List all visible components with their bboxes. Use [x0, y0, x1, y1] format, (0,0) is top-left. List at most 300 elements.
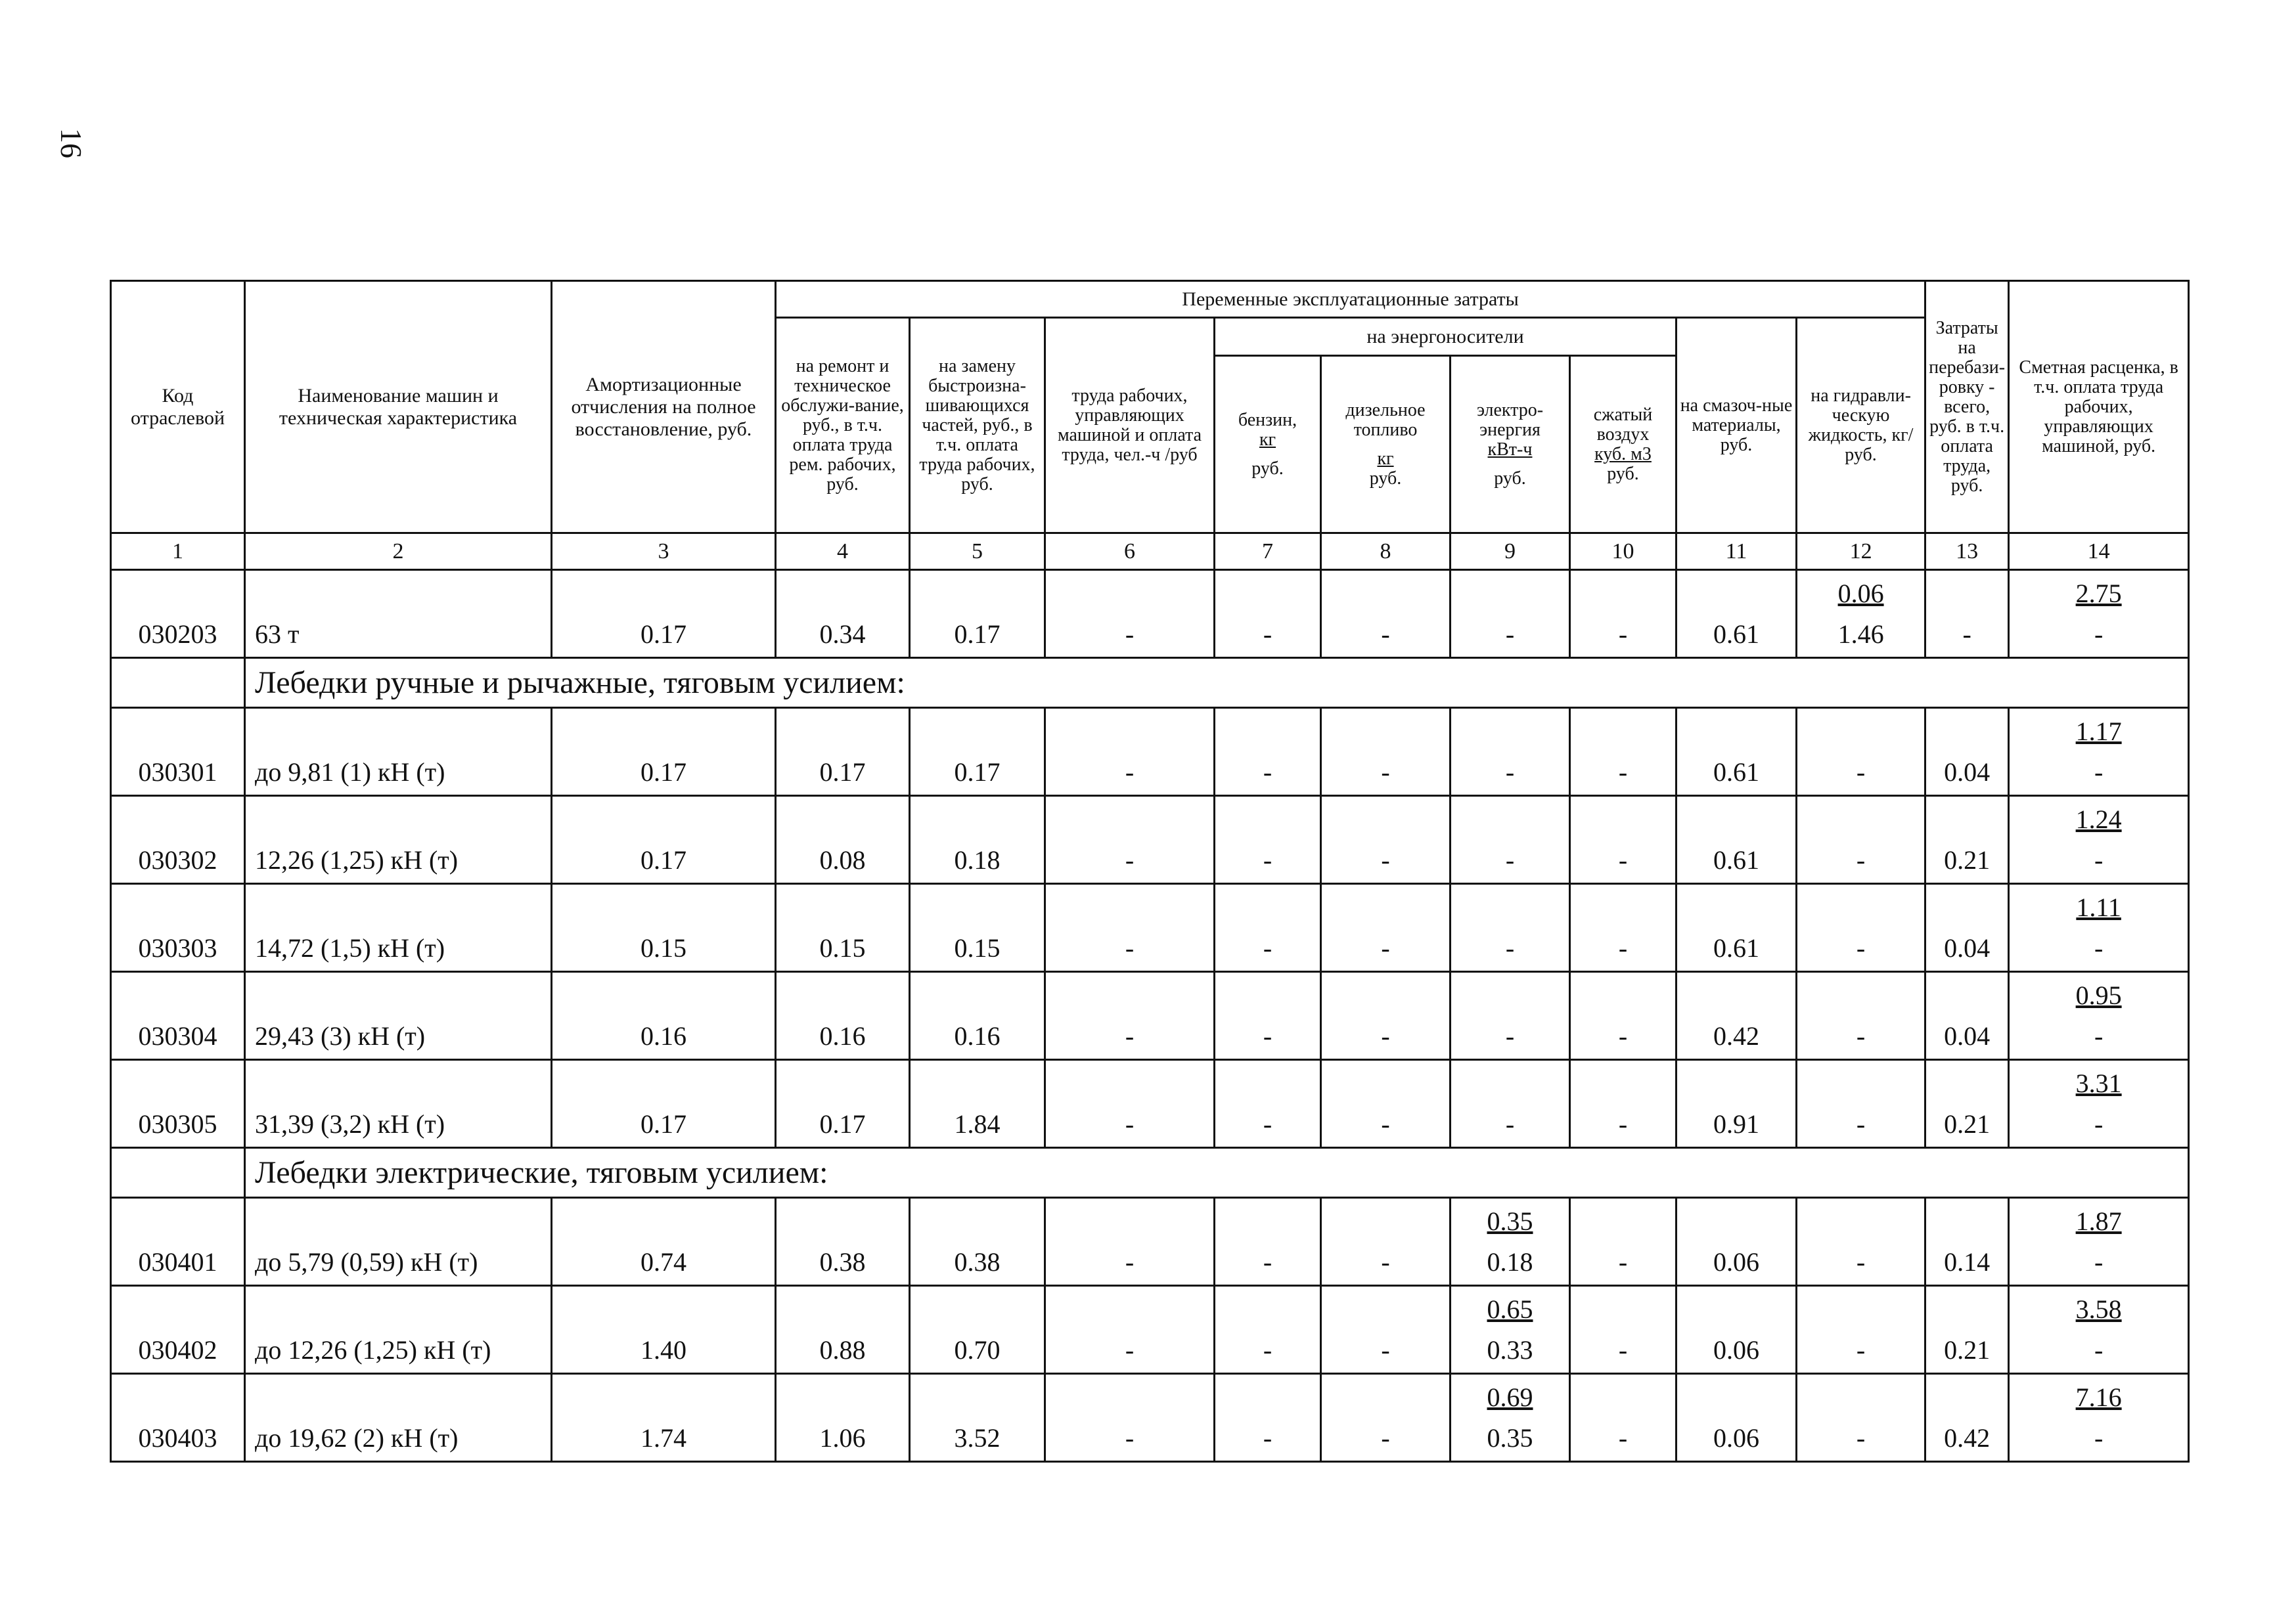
row-petrol	[1215, 796, 1321, 884]
cell-hydraulic: -	[1856, 933, 1866, 963]
row-amortization	[552, 796, 776, 884]
header-name: Наименование машин и техническая характеристика	[245, 281, 552, 533]
cell-labor: -	[1125, 1423, 1135, 1453]
row-code	[111, 570, 245, 658]
header-repair: на ремонт и техническое обслужи-вание, руб., в т.ч. оплата труда рем. рабочих, руб.	[776, 318, 910, 533]
cell-air: -	[1618, 1335, 1628, 1365]
column-number: 9	[1451, 533, 1570, 570]
row-labor	[1045, 708, 1215, 796]
row-lubricants	[1677, 972, 1797, 1060]
page-number: 16	[55, 128, 88, 158]
row-hydraulic	[1797, 708, 1925, 796]
row-estimate	[2009, 1286, 2189, 1374]
cell-electro: -	[1505, 1021, 1515, 1051]
row-petrol	[1215, 1060, 1321, 1148]
row-air	[1570, 570, 1677, 658]
row-diesel	[1321, 1060, 1451, 1148]
row-lubricants	[1677, 1286, 1797, 1374]
row-diesel	[1321, 1286, 1451, 1374]
machine-cost-table	[110, 280, 2190, 1463]
cell-repair: 0.17	[819, 1109, 866, 1139]
row-code	[111, 1198, 245, 1286]
row-labor	[1045, 884, 1215, 972]
cell-lubricants: 0.42	[1713, 1021, 1759, 1051]
cell-labor: -	[1125, 1335, 1135, 1365]
cell-electro: 0.33	[1487, 1335, 1533, 1365]
cell-hydraulic_top	[1800, 1289, 1922, 1330]
cell-labor: -	[1125, 845, 1135, 875]
cell-repair: 0.17	[819, 757, 866, 787]
row-parts	[910, 570, 1045, 658]
row-diesel	[1321, 708, 1451, 796]
cell-relocation: 0.04	[1944, 757, 1991, 787]
cell-hydraulic_top	[1800, 1377, 1922, 1418]
header-amortization: Амортизационные отчисления на полное восстановление, руб.	[552, 281, 776, 533]
header-petrol: бензин, кг руб.	[1215, 356, 1321, 533]
cell-hydraulic: -	[1856, 757, 1866, 787]
row-electro	[1451, 884, 1570, 972]
cell-name: 12,26 (1,25) кН (т)	[255, 845, 459, 875]
cell-amort: 0.15	[641, 933, 687, 963]
row-parts	[910, 796, 1045, 884]
row-diesel	[1321, 972, 1451, 1060]
cell-parts: 0.18	[954, 845, 1001, 875]
row-amortization	[552, 1286, 776, 1374]
row-parts	[910, 972, 1045, 1060]
cell-petrol: -	[1263, 1247, 1272, 1277]
header-code: Код отраслевой	[111, 281, 245, 533]
cell-lubricants: 0.61	[1713, 757, 1759, 787]
row-estimate	[2009, 972, 2189, 1060]
cell-parts: 0.17	[954, 757, 1001, 787]
cell-lubricants: 0.61	[1713, 933, 1759, 963]
row-estimate	[2009, 1374, 2189, 1462]
cell-name: до 5,79 (0,59) кН (т)	[255, 1247, 478, 1277]
column-number-row	[111, 533, 2189, 570]
cell-name: до 9,81 (1) кН (т)	[255, 757, 445, 787]
column-number: 13	[1925, 533, 2009, 570]
column-number: 10	[1570, 533, 1677, 570]
row-labor	[1045, 1374, 1215, 1462]
row-air	[1570, 972, 1677, 1060]
row-hydraulic	[1797, 570, 1925, 658]
row-petrol	[1215, 1198, 1321, 1286]
cell-estimate: -	[2094, 1247, 2104, 1277]
row-parts	[910, 1286, 1045, 1374]
row-repair	[776, 1198, 910, 1286]
section-title: Лебедки ручные и рычажные, тяговым усилием:	[245, 658, 2189, 708]
row-electro	[1451, 708, 1570, 796]
cell-estimate: -	[2094, 1335, 2104, 1365]
row-estimate	[2009, 884, 2189, 972]
cell-parts: 0.70	[954, 1335, 1001, 1365]
row-petrol	[1215, 1286, 1321, 1374]
cell-lubricants: 0.06	[1713, 1335, 1759, 1365]
cell-hydraulic: -	[1856, 845, 1866, 875]
section-code-cell	[111, 1148, 245, 1198]
cell-diesel: -	[1381, 1109, 1390, 1139]
cell-hydraulic: 1.46	[1837, 619, 1884, 649]
cell-name: 63 т	[255, 619, 300, 649]
row-name	[245, 796, 552, 884]
row-repair	[776, 708, 910, 796]
row-hydraulic	[1797, 1286, 1925, 1374]
cell-air: -	[1618, 1021, 1628, 1051]
section-code-cell	[111, 658, 245, 708]
cell-petrol: -	[1263, 933, 1272, 963]
cell-hydraulic_top	[1800, 799, 1922, 840]
cell-air: -	[1618, 1109, 1628, 1139]
cell-hydraulic_top	[1800, 887, 1922, 928]
table-row-030402	[111, 1286, 2189, 1374]
cell-hydraulic: -	[1856, 1021, 1866, 1051]
row-name	[245, 1198, 552, 1286]
row-amortization	[552, 972, 776, 1060]
row-repair	[776, 972, 910, 1060]
row-labor	[1045, 1198, 1215, 1286]
cell-relocation: 0.04	[1944, 1021, 1991, 1051]
header-hydraulic: на гидравли-ческую жидкость, кг/руб.	[1797, 318, 1925, 533]
column-number: 11	[1677, 533, 1797, 570]
row-hydraulic	[1797, 796, 1925, 884]
row-code	[111, 884, 245, 972]
row-repair	[776, 1060, 910, 1148]
row-parts	[910, 1060, 1045, 1148]
cell-parts: 0.38	[954, 1247, 1001, 1277]
cell-labor: -	[1125, 619, 1135, 649]
cell-parts: 0.15	[954, 933, 1001, 963]
row-name	[245, 708, 552, 796]
cell-diesel: -	[1381, 933, 1390, 963]
cell-estimate_top: 1.11	[2076, 892, 2121, 922]
column-number: 8	[1321, 533, 1451, 570]
header-lubricants: на смазоч-ные материалы, руб.	[1677, 318, 1797, 533]
row-name	[245, 1374, 552, 1462]
row-relocation	[1925, 570, 2009, 658]
cell-air: -	[1618, 1247, 1628, 1277]
cell-petrol: -	[1263, 1021, 1272, 1051]
cell-hydraulic_top	[1800, 975, 1922, 1016]
cell-estimate_top: 1.17	[2075, 716, 2122, 746]
row-diesel	[1321, 570, 1451, 658]
row-amortization	[552, 1060, 776, 1148]
cell-diesel: -	[1381, 845, 1390, 875]
cell-amort: 0.17	[641, 619, 687, 649]
cell-electro: -	[1505, 845, 1515, 875]
cell-diesel: -	[1381, 619, 1390, 649]
cell-diesel: -	[1381, 1021, 1390, 1051]
cell-petrol: -	[1263, 1109, 1272, 1139]
row-air	[1570, 1374, 1677, 1462]
row-amortization	[552, 1374, 776, 1462]
cell-hydraulic_top: 0.06	[1837, 578, 1884, 608]
cell-electro_top: 0.65	[1487, 1294, 1533, 1324]
cell-repair: 0.38	[819, 1247, 866, 1277]
row-repair	[776, 1286, 910, 1374]
cell-hydraulic: -	[1856, 1335, 1866, 1365]
row-labor	[1045, 1286, 1215, 1374]
row-lubricants	[1677, 1060, 1797, 1148]
row-air	[1570, 1198, 1677, 1286]
row-hydraulic	[1797, 1374, 1925, 1462]
cell-estimate_top: 7.16	[2075, 1382, 2122, 1412]
row-name	[245, 972, 552, 1060]
row-electro	[1451, 796, 1570, 884]
cell-estimate: -	[2094, 1109, 2104, 1139]
cell-labor: -	[1125, 1021, 1135, 1051]
row-petrol	[1215, 1374, 1321, 1462]
cell-lubricants: 0.06	[1713, 1247, 1759, 1277]
row-lubricants	[1677, 884, 1797, 972]
row-hydraulic	[1797, 1060, 1925, 1148]
row-relocation	[1925, 1374, 2009, 1462]
row-lubricants	[1677, 708, 1797, 796]
row-relocation	[1925, 1198, 2009, 1286]
row-amortization	[552, 708, 776, 796]
table-row-030305	[111, 1060, 2189, 1148]
cell-estimate_top: 2.75	[2075, 578, 2122, 608]
row-electro	[1451, 972, 1570, 1060]
cell-parts: 1.84	[954, 1109, 1001, 1139]
row-labor	[1045, 972, 1215, 1060]
cell-estimate: -	[2094, 845, 2104, 875]
cell-estimate_top: 1.24	[2075, 804, 2122, 834]
cell-air: -	[1618, 619, 1628, 649]
header-variable-costs: Переменные эксплуатационные затраты	[776, 281, 1925, 318]
row-air	[1570, 796, 1677, 884]
row-labor	[1045, 796, 1215, 884]
cell-hydraulic_top	[1800, 711, 1922, 752]
column-number: 4	[776, 533, 910, 570]
row-estimate	[2009, 570, 2189, 658]
row-lubricants	[1677, 1198, 1797, 1286]
cell-labor: -	[1125, 1109, 1135, 1139]
cell-diesel: -	[1381, 1423, 1390, 1453]
cell-parts: 3.52	[954, 1423, 1001, 1453]
cell-code: 030203	[138, 619, 217, 649]
cell-labor: -	[1125, 933, 1135, 963]
header-energy: на энергоносители	[1215, 318, 1677, 356]
row-parts	[910, 708, 1045, 796]
cell-repair: 0.34	[819, 619, 866, 649]
row-name	[245, 1286, 552, 1374]
row-air	[1570, 884, 1677, 972]
cell-electro_top	[1454, 1063, 1566, 1104]
table-row-030403	[111, 1374, 2189, 1462]
cell-hydraulic: -	[1856, 1109, 1866, 1139]
cell-air: -	[1618, 1423, 1628, 1453]
cell-name: до 19,62 (2) кН (т)	[255, 1423, 459, 1453]
row-name	[245, 1060, 552, 1148]
header-electro: электро-энергия кВт-ч руб.	[1451, 356, 1570, 533]
cell-diesel: -	[1381, 1247, 1390, 1277]
cell-amort: 1.40	[641, 1335, 687, 1365]
row-parts	[910, 884, 1045, 972]
row-code	[111, 1060, 245, 1148]
cell-code: 030403	[138, 1423, 217, 1453]
cell-diesel: -	[1381, 757, 1390, 787]
row-relocation	[1925, 884, 2009, 972]
cell-lubricants: 0.91	[1713, 1109, 1759, 1139]
row-petrol	[1215, 708, 1321, 796]
cell-electro: -	[1505, 1109, 1515, 1139]
row-code	[111, 708, 245, 796]
cell-electro: 0.35	[1487, 1423, 1533, 1453]
header-air: сжатый воздух куб. м3 руб.	[1570, 356, 1677, 533]
cell-petrol: -	[1263, 1423, 1272, 1453]
row-labor	[1045, 1060, 1215, 1148]
cell-estimate_top: 1.87	[2075, 1206, 2122, 1236]
column-number: 5	[910, 533, 1045, 570]
cell-diesel: -	[1381, 1335, 1390, 1365]
row-diesel	[1321, 884, 1451, 972]
row-labor	[1045, 570, 1215, 658]
row-air	[1570, 1060, 1677, 1148]
cell-amort: 0.17	[641, 757, 687, 787]
column-number: 12	[1797, 533, 1925, 570]
cell-name: 14,72 (1,5) кН (т)	[255, 933, 445, 963]
cell-electro_top: 0.35	[1487, 1206, 1533, 1236]
row-electro	[1451, 1286, 1570, 1374]
column-number: 7	[1215, 533, 1321, 570]
row-repair	[776, 1374, 910, 1462]
row-electro	[1451, 570, 1570, 658]
cell-electro_top	[1454, 799, 1566, 840]
cell-estimate: -	[2094, 933, 2104, 963]
cell-parts: 0.16	[954, 1021, 1001, 1051]
cell-electro_top	[1454, 711, 1566, 752]
row-relocation	[1925, 796, 2009, 884]
section-row	[111, 658, 2189, 708]
row-diesel	[1321, 1374, 1451, 1462]
row-relocation	[1925, 1286, 2009, 1374]
cell-lubricants: 0.61	[1713, 845, 1759, 875]
row-estimate	[2009, 1060, 2189, 1148]
cell-estimate_top: 3.31	[2075, 1068, 2122, 1098]
cell-relocation: -	[1962, 619, 1971, 649]
cell-petrol: -	[1263, 1335, 1272, 1365]
cell-estimate_top: 3.58	[2075, 1294, 2122, 1324]
cell-electro: -	[1505, 757, 1515, 787]
row-amortization	[552, 1198, 776, 1286]
table-row-030203	[111, 570, 2189, 658]
cell-name: до 12,26 (1,25) кН (т)	[255, 1335, 491, 1365]
row-relocation	[1925, 972, 2009, 1060]
cell-hydraulic: -	[1856, 1247, 1866, 1277]
header-parts: на замену быстроизна-шивающихся частей, руб., в т.ч. оплата труда рабочих, руб.	[910, 318, 1045, 533]
row-estimate	[2009, 1198, 2189, 1286]
cell-repair: 0.08	[819, 845, 866, 875]
cell-relocation: 0.21	[1944, 1109, 1991, 1139]
header-diesel: дизельное топливо кг руб.	[1321, 356, 1451, 533]
header-estimate: Сметная расценка, в т.ч. оплата труда рабочих, управляющих машиной, руб.	[2009, 281, 2189, 533]
row-parts	[910, 1374, 1045, 1462]
row-code	[111, 972, 245, 1060]
cell-repair: 0.15	[819, 933, 866, 963]
cell-labor: -	[1125, 1247, 1135, 1277]
cell-amort: 0.74	[641, 1247, 687, 1277]
row-estimate	[2009, 708, 2189, 796]
cell-amort: 0.16	[641, 1021, 687, 1051]
cell-code: 030302	[138, 845, 217, 875]
cell-hydraulic_top	[1800, 1201, 1922, 1242]
column-number: 2	[245, 533, 552, 570]
row-hydraulic	[1797, 884, 1925, 972]
cell-repair: 0.16	[819, 1021, 866, 1051]
cell-lubricants: 0.61	[1713, 619, 1759, 649]
cell-electro_top	[1454, 573, 1566, 614]
row-amortization	[552, 884, 776, 972]
cell-electro_top	[1454, 975, 1566, 1016]
cell-name: 31,39 (3,2) кН (т)	[255, 1109, 445, 1139]
row-code	[111, 1286, 245, 1374]
cell-electro: -	[1505, 933, 1515, 963]
cell-estimate: -	[2094, 1021, 2104, 1051]
header-relocation: Затраты на перебази-ровку - всего, руб. в т.ч. оплата труда, руб.	[1925, 281, 2009, 533]
row-electro	[1451, 1060, 1570, 1148]
row-air	[1570, 708, 1677, 796]
table-row-030301	[111, 708, 2189, 796]
cell-name: 29,43 (3) кН (т)	[255, 1021, 426, 1051]
cell-hydraulic_top	[1800, 1063, 1922, 1104]
cell-relocation: 0.42	[1944, 1423, 1991, 1453]
row-petrol	[1215, 570, 1321, 658]
cell-code: 030304	[138, 1021, 217, 1051]
row-hydraulic	[1797, 1198, 1925, 1286]
column-number: 1	[111, 533, 245, 570]
row-estimate	[2009, 796, 2189, 884]
row-relocation	[1925, 708, 2009, 796]
cell-relocation: 0.21	[1944, 1335, 1991, 1365]
cell-estimate: -	[2094, 757, 2104, 787]
cell-code: 030305	[138, 1109, 217, 1139]
cell-estimate: -	[2094, 619, 2104, 649]
row-electro	[1451, 1198, 1570, 1286]
row-diesel	[1321, 796, 1451, 884]
cell-repair: 0.88	[819, 1335, 866, 1365]
cell-code: 030401	[138, 1247, 217, 1277]
cell-air: -	[1618, 757, 1628, 787]
row-petrol	[1215, 972, 1321, 1060]
table-row-030304	[111, 972, 2189, 1060]
row-relocation	[1925, 1060, 2009, 1148]
cell-electro_top	[1454, 887, 1566, 928]
row-amortization	[552, 570, 776, 658]
cell-repair: 1.06	[819, 1423, 866, 1453]
cell-petrol: -	[1263, 845, 1272, 875]
row-code	[111, 796, 245, 884]
cell-electro: -	[1505, 619, 1515, 649]
header-labor: труда рабочих, управляющих машиной и оплата труда, чел.-ч /руб	[1045, 318, 1215, 533]
row-repair	[776, 570, 910, 658]
cell-labor: -	[1125, 757, 1135, 787]
cell-petrol: -	[1263, 757, 1272, 787]
table-row-030302	[111, 796, 2189, 884]
table-row-030303	[111, 884, 2189, 972]
cell-code: 030301	[138, 757, 217, 787]
row-parts	[910, 1198, 1045, 1286]
cell-code: 030303	[138, 933, 217, 963]
row-air	[1570, 1286, 1677, 1374]
row-repair	[776, 796, 910, 884]
row-code	[111, 1374, 245, 1462]
row-electro	[1451, 1374, 1570, 1462]
table-row-030401	[111, 1198, 2189, 1286]
cell-amort: 0.17	[641, 845, 687, 875]
row-petrol	[1215, 884, 1321, 972]
row-lubricants	[1677, 796, 1797, 884]
row-diesel	[1321, 1198, 1451, 1286]
